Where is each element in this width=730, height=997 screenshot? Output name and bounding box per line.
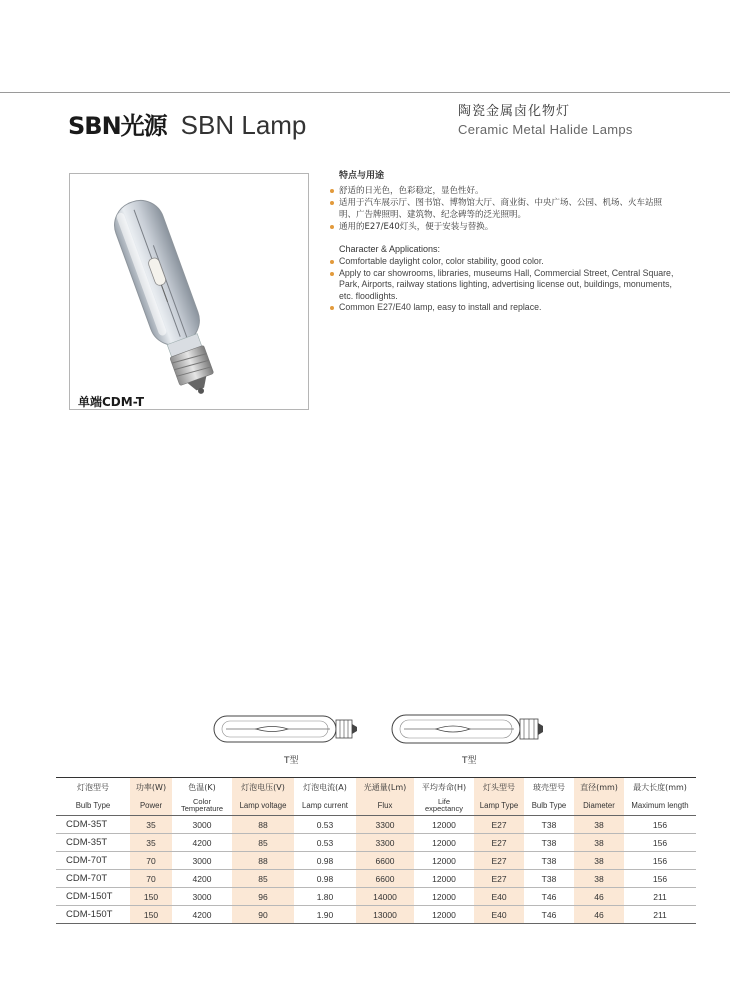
feature-en-item: Apply to car showrooms, libraries, museums Hall, Commercial Street, Central Square, Park, Airports, railway stations lighting, advertising license out, buildings, monuments, etc. floodlights. <box>328 268 678 303</box>
table-cell: 3300 <box>356 834 414 852</box>
table-cell: E40 <box>474 906 524 924</box>
header-cn-cell: 玻壳型号 <box>524 778 574 797</box>
header-cn-cell: 灯泡电压(V) <box>232 778 294 797</box>
table-cell: 14000 <box>356 888 414 906</box>
table-cell: 156 <box>624 870 696 888</box>
table-cell: 1.80 <box>294 888 356 906</box>
table-cell: 85 <box>232 834 294 852</box>
table-cell: 156 <box>624 834 696 852</box>
table-cell: 12000 <box>414 816 474 834</box>
table-row <box>56 906 696 924</box>
header-en-cell: Flux <box>356 796 414 816</box>
product-photo <box>69 173 309 410</box>
table-cell: 150 <box>130 906 172 924</box>
photo-caption: 单端CDM-T <box>78 395 145 409</box>
header-en-cell: Lamp Type <box>474 796 524 816</box>
table-cell: 13000 <box>356 906 414 924</box>
table-cell: 1.90 <box>294 906 356 924</box>
header-en-cell: Lamp voltage <box>232 796 294 816</box>
table-cell: E27 <box>474 852 524 870</box>
header-cn-cell: 灯泡电流(A) <box>294 778 356 797</box>
header-en-cell: Life expectancy <box>414 796 474 816</box>
header-cn-cell: 光通量(Lm) <box>356 778 414 797</box>
table-cell: 70 <box>130 852 172 870</box>
table-cell: T38 <box>524 834 574 852</box>
feature-en-item: Common E27/E40 lamp, easy to install and replace. <box>328 302 678 314</box>
table-cell: 3000 <box>172 852 232 870</box>
header-cn-cell: 色温(K) <box>172 778 232 797</box>
table-cell: 88 <box>232 852 294 870</box>
table-cell: 12000 <box>414 834 474 852</box>
table-cell: 46 <box>574 888 624 906</box>
feature-en-item: Comfortable daylight color, color stability, good color. <box>328 256 678 268</box>
table-cell: E40 <box>474 888 524 906</box>
model-cell: CDM-35T <box>56 816 130 834</box>
table-cell: 211 <box>624 888 696 906</box>
model-cell: CDM-70T <box>56 870 130 888</box>
table-row <box>56 888 696 906</box>
table-cell: E27 <box>474 816 524 834</box>
spec-table <box>56 777 696 924</box>
lamp-drawing-1 <box>212 712 360 746</box>
table-cell: E27 <box>474 870 524 888</box>
product-title <box>458 100 633 137</box>
table-cell: 46 <box>574 906 624 924</box>
table-cell: 88 <box>232 816 294 834</box>
table-cell: T38 <box>524 870 574 888</box>
brand-name: SBN Lamp <box>180 110 307 140</box>
model-cell: CDM-150T <box>56 888 130 906</box>
table-cell: T38 <box>524 852 574 870</box>
table-cell: 4200 <box>172 834 232 852</box>
table-cell: 0.98 <box>294 870 356 888</box>
table-cell: T38 <box>524 816 574 834</box>
feature-cn-item: 通用的E27/E40灯头，便于安装与替换。 <box>328 221 678 233</box>
lamp-bulb-image <box>70 174 308 409</box>
table-cell: 150 <box>130 888 172 906</box>
table-cell: 0.53 <box>294 816 356 834</box>
table-row <box>56 834 696 852</box>
features-en-heading: Character & Applications: <box>339 244 441 254</box>
table-cell: 38 <box>574 816 624 834</box>
table-cell: 12000 <box>414 870 474 888</box>
table-header-en <box>56 796 696 816</box>
header-en-cell: Power <box>130 796 172 816</box>
table-cell: 90 <box>232 906 294 924</box>
table-cell: 4200 <box>172 906 232 924</box>
table-row <box>56 852 696 870</box>
model-cell: CDM-35T <box>56 834 130 852</box>
header-en-cell: Lamp current <box>294 796 356 816</box>
header-en-cell: Color Temperature <box>172 796 232 816</box>
header-cn-cell: 功率(W) <box>130 778 172 797</box>
table-cell: 6600 <box>356 852 414 870</box>
header-rule <box>0 92 730 93</box>
features-cn-heading: 特点与用途 <box>339 171 385 181</box>
table-cell: 156 <box>624 852 696 870</box>
product-title-cn: 陶瓷金属卤化物灯 <box>458 104 571 119</box>
header-en-cell: Bulb Type <box>56 796 130 816</box>
table-cell: 12000 <box>414 906 474 924</box>
table-cell: 3300 <box>356 816 414 834</box>
table-cell: 85 <box>232 870 294 888</box>
table-cell: 4200 <box>172 870 232 888</box>
table-cell: T46 <box>524 906 574 924</box>
header-en-cell: Bulb Type <box>524 796 574 816</box>
table-cell: 35 <box>130 816 172 834</box>
table-cell: 38 <box>574 834 624 852</box>
header-en-cell: Diameter <box>574 796 624 816</box>
lamp-drawing-2 <box>390 712 546 746</box>
header-cn-cell: 灯头型号 <box>474 778 524 797</box>
table-cell: 211 <box>624 906 696 924</box>
table-cell: 38 <box>574 870 624 888</box>
table-cell: 3000 <box>172 888 232 906</box>
model-cell: CDM-150T <box>56 906 130 924</box>
features-section <box>328 170 678 314</box>
brand-header <box>68 106 306 141</box>
table-cell: E27 <box>474 834 524 852</box>
table-cell: 12000 <box>414 888 474 906</box>
table-cell: 0.98 <box>294 852 356 870</box>
brand-logo: SBN光源 <box>68 112 167 140</box>
header-cn-cell: 最大长度(mm) <box>624 778 696 797</box>
table-cell: 12000 <box>414 852 474 870</box>
table-cell: 6600 <box>356 870 414 888</box>
header-cn-cell: 直径(mm) <box>574 778 624 797</box>
table-cell: 3000 <box>172 816 232 834</box>
header-cn-cell: 平均寿命(H) <box>414 778 474 797</box>
table-row <box>56 816 696 834</box>
feature-cn-item: 舒适的日光色，色彩稳定，显色性好。 <box>328 185 678 197</box>
feature-cn-item: 适用于汽车展示厅、图书馆、博物馆大厅、商业街、中央广场、公园、机场、火车站照明、广告牌照明、建筑物、纪念碑等的泛光照明。 <box>328 197 678 221</box>
table-header-cn <box>56 778 696 797</box>
table-cell: 35 <box>130 834 172 852</box>
table-cell: 96 <box>232 888 294 906</box>
table-row <box>56 870 696 888</box>
table-cell: 156 <box>624 816 696 834</box>
table-cell: 0.53 <box>294 834 356 852</box>
drawing-label: T型 <box>284 756 299 766</box>
drawing-label: T型 <box>462 756 477 766</box>
header-en-cell: Maximum length <box>624 796 696 816</box>
header-cn-cell: 灯泡型号 <box>56 778 130 797</box>
model-cell: CDM-70T <box>56 852 130 870</box>
table-cell: 38 <box>574 852 624 870</box>
product-title-en: Ceramic Metal Halide Lamps <box>458 122 633 137</box>
table-cell: T46 <box>524 888 574 906</box>
table-cell: 70 <box>130 870 172 888</box>
